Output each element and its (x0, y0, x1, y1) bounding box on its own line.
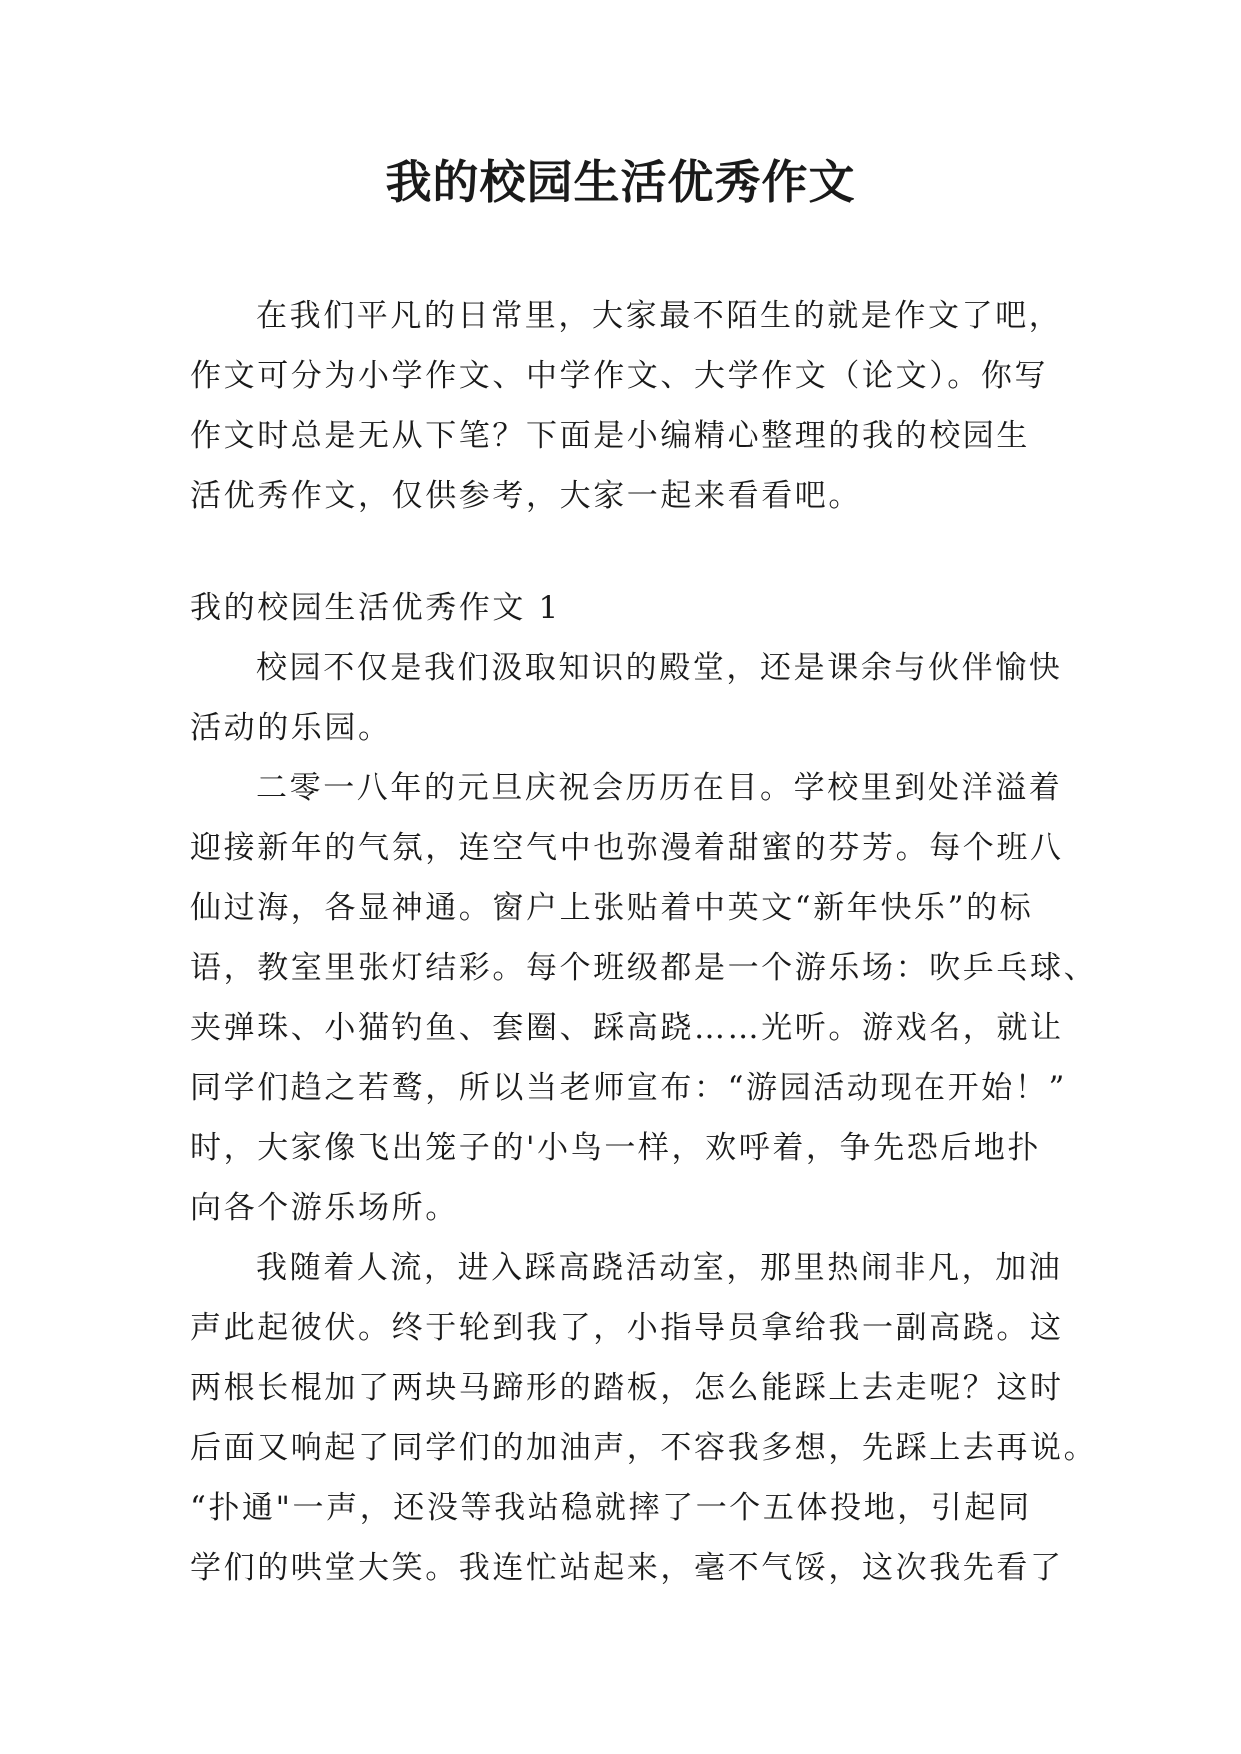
text-line: 活动的乐园。 (190, 710, 392, 746)
text-line: “扑通"一声，还没等我站稳就摔了一个五体投地，引起同 (190, 1490, 1032, 1526)
text-line: 语，教室里张灯结彩。每个班级都是一个游乐场：吹乒乓球、 (190, 950, 1098, 986)
text-line: 校园不仅是我们汲取知识的殿堂，还是课余与伙伴愉快 (256, 650, 1063, 686)
intro-paragraph (190, 286, 1063, 526)
text-line: 在我们平凡的日常里，大家最不陌生的就是作文了吧， (256, 298, 1063, 334)
paragraph-2 (190, 758, 1098, 1238)
text-line: 学们的哄堂大笑。我连忙站起来，毫不气馁，这次我先看了 (190, 1550, 1064, 1586)
text-line: 作文时总是无从下笔？下面是小编精心整理的我的校园生 (190, 418, 1030, 454)
text-line: 迎接新年的气氛，连空气中也弥漫着甜蜜的芬芳。每个班八 (190, 830, 1064, 866)
document-title: 我的校园生活优秀作文 (385, 155, 856, 209)
text-line: 二零一八年的元旦庆祝会历历在目。学校里到处洋溢着 (256, 770, 1063, 806)
text-line: 后面又响起了同学们的加油声，不容我多想，先踩上去再说。 (190, 1430, 1098, 1466)
text-line: 仙过海，各显神通。窗户上张贴着中英文“新年快乐”的标 (190, 890, 1034, 926)
text-line: 同学们趋之若鹜，所以当老师宣布：“游园活动现在开始！” (190, 1070, 1067, 1106)
text-line: 夹弹珠、小猫钓鱼、套圈、踩高跷……光听。游戏名，就让 (190, 1010, 1064, 1046)
text-line: 作文可分为小学作文、中学作文、大学作文（论文）。你写 (190, 358, 1049, 394)
text-line: 两根长棍加了两块马蹄形的踏板，怎么能踩上去走呢？这时 (190, 1370, 1064, 1406)
section-heading (190, 578, 1050, 638)
text-line: 活优秀作文，仅供参考，大家一起来看看吧。 (190, 478, 862, 514)
text-line: 向各个游乐场所。 (190, 1190, 459, 1226)
text-line: 声此起彼伏。终于轮到我了，小指导员拿给我一副高跷。这 (190, 1310, 1064, 1346)
paragraph-3 (190, 1238, 1098, 1598)
paragraph-1 (190, 638, 1063, 758)
text-line: 时，大家像飞出笼子的'小鸟一样，欢呼着，争先恐后地扑 (190, 1130, 1042, 1166)
text-line: 我随着人流，进入踩高跷活动室，那里热闹非凡，加油 (256, 1250, 1063, 1286)
section-heading-text: 我的校园生活优秀作文 1 (190, 590, 561, 626)
